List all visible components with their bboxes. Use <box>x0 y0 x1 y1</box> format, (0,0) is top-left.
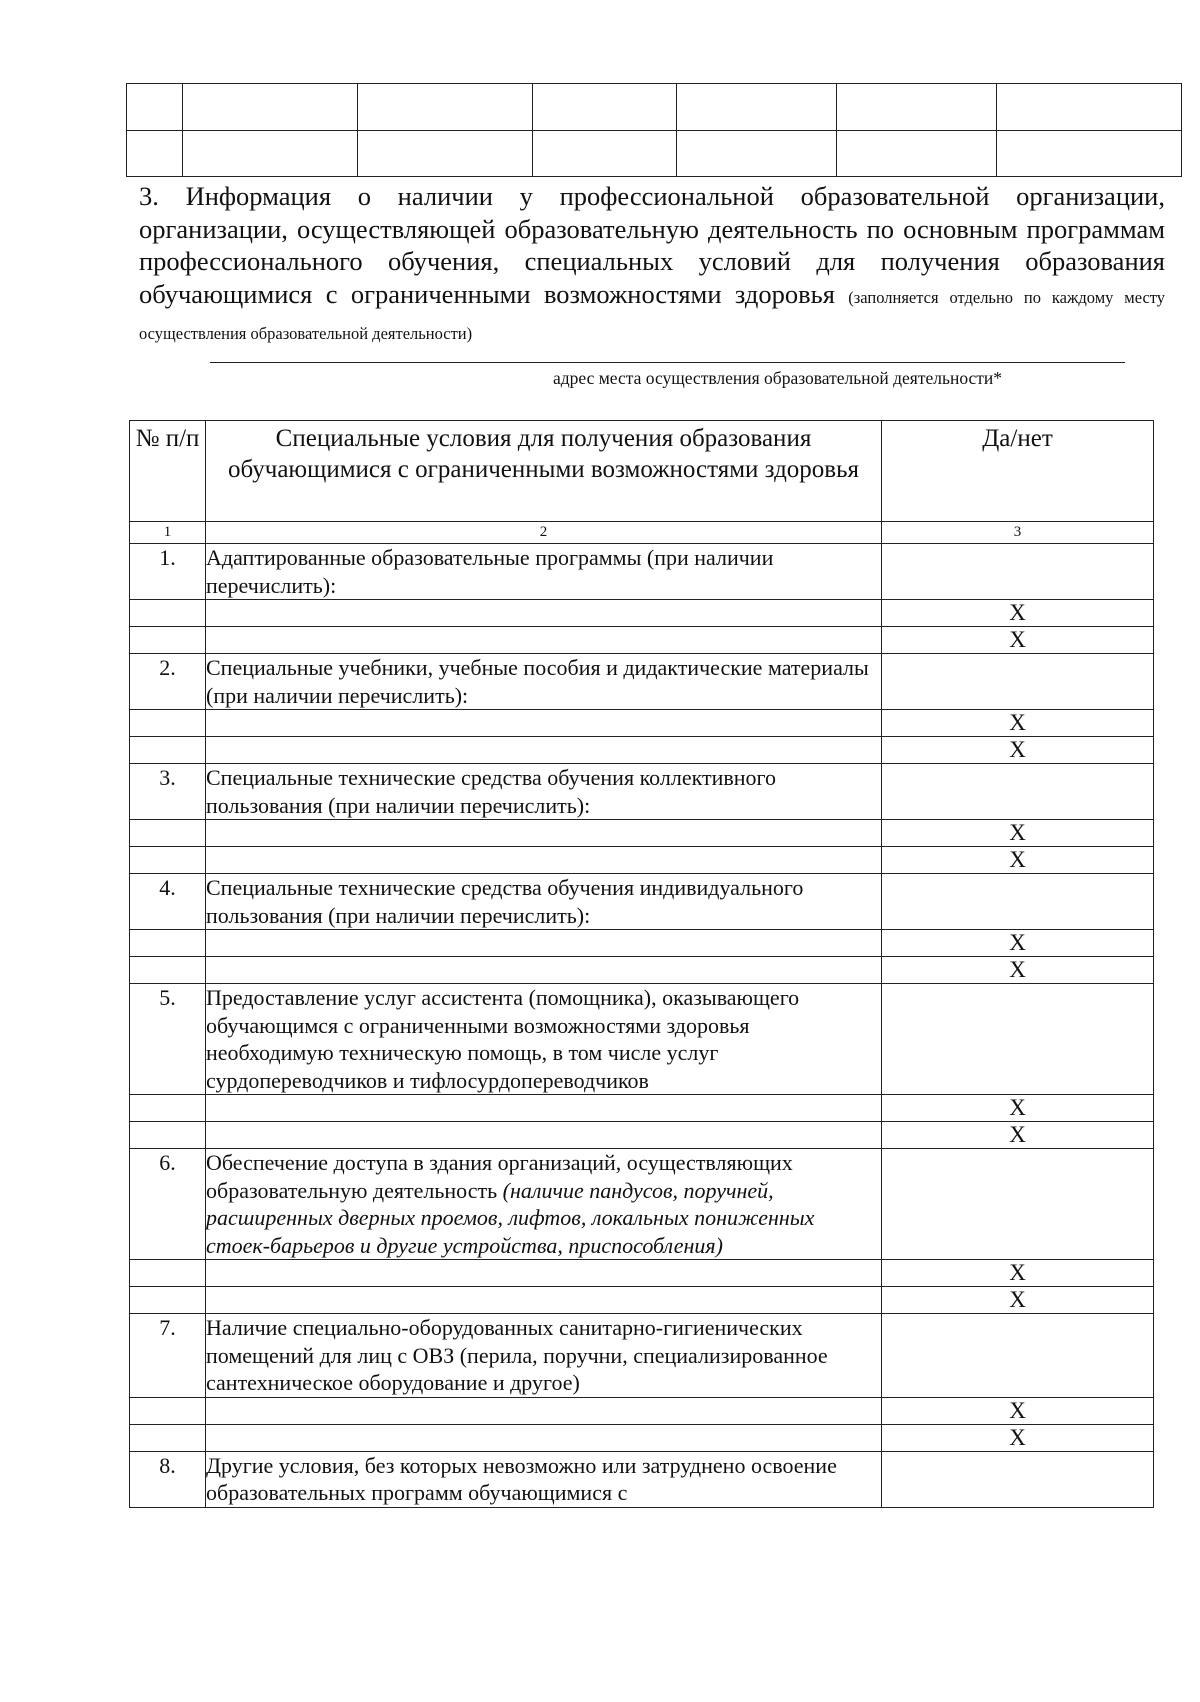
condition-text-cell <box>206 874 882 930</box>
condition-number: 5. <box>130 984 206 1095</box>
blank-entry-row <box>130 600 1154 627</box>
x-mark: X <box>882 957 1154 984</box>
blank-entry-row <box>130 1397 1154 1424</box>
blank-entry-row <box>130 820 1154 847</box>
section-heading-note: (заполняется отдельно по каждому месту осуществления образовательной деятельности) <box>139 287 1166 343</box>
blank-cell <box>130 820 206 847</box>
condition-row <box>130 1149 1154 1260</box>
condition-number: 8. <box>130 1451 206 1507</box>
x-mark: X <box>882 847 1154 874</box>
x-mark: X <box>882 820 1154 847</box>
blank-cell <box>130 930 206 957</box>
condition-value <box>882 984 1154 1095</box>
blank-entry-row <box>130 1095 1154 1122</box>
blank-cell <box>206 847 882 874</box>
top-empty-table <box>126 83 1182 177</box>
blank-cell <box>206 1397 882 1424</box>
condition-number: 4. <box>130 874 206 930</box>
x-mark: X <box>882 600 1154 627</box>
blank-cell <box>206 600 882 627</box>
x-mark: X <box>882 1260 1154 1287</box>
condition-value <box>882 764 1154 820</box>
blank-cell <box>206 627 882 654</box>
condition-text-cell <box>206 1451 882 1507</box>
condition-number: 6. <box>130 1149 206 1260</box>
condition-text: Наличие специально-оборудованных санитарно-гигиенических помещений для лиц с ОВЗ (перила, поручни, специализированное сантехническое оборудование и другое) <box>206 1315 828 1395</box>
condition-text-cell <box>206 544 882 600</box>
condition-text: Другие условия, без которых невозможно или затруднено освоение образовательных программ обучающимися с <box>206 1452 837 1505</box>
header-num: № п/п <box>130 421 206 522</box>
address-underline <box>210 362 1125 363</box>
blank-entry-row <box>130 957 1154 984</box>
condition-row <box>130 654 1154 710</box>
condition-number: 7. <box>130 1314 206 1398</box>
condition-text-cell <box>206 764 882 820</box>
empty-cell <box>183 130 358 177</box>
blank-cell <box>130 737 206 764</box>
blank-entry-row <box>130 1424 1154 1451</box>
x-mark: X <box>882 627 1154 654</box>
blank-cell <box>130 1260 206 1287</box>
empty-cell <box>533 130 677 177</box>
condition-row <box>130 1451 1154 1507</box>
condition-row <box>130 764 1154 820</box>
header-yes-no: Да/нет <box>882 421 1154 522</box>
blank-cell <box>130 600 206 627</box>
empty-cell <box>997 84 1182 131</box>
condition-value <box>882 654 1154 710</box>
blank-cell <box>206 1287 882 1314</box>
condition-value <box>882 1314 1154 1398</box>
condition-row <box>130 544 1154 600</box>
special-conditions-table <box>129 420 1154 1508</box>
condition-value <box>882 1451 1154 1507</box>
blank-cell <box>130 710 206 737</box>
empty-cell <box>997 130 1182 177</box>
blank-cell <box>206 1260 882 1287</box>
condition-text: Специальные учебники, учебные пособия и дидактические материалы (при наличии перечислить): <box>206 655 869 708</box>
x-mark: X <box>882 1287 1154 1314</box>
blank-cell <box>130 847 206 874</box>
condition-row <box>130 874 1154 930</box>
x-mark: X <box>882 737 1154 764</box>
x-mark: X <box>882 1095 1154 1122</box>
blank-cell <box>206 820 882 847</box>
blank-cell <box>206 710 882 737</box>
blank-cell <box>130 1095 206 1122</box>
empty-cell <box>677 84 837 131</box>
condition-text: Предоставление услуг ассистента (помощника), оказывающего обучающимся с ограниченными возможностями здоровья необходимую техническую помощь, в том числе услуг сурдопереводчиков и тифлосурдопереводчиков <box>206 985 800 1093</box>
blank-entry-row <box>130 627 1154 654</box>
table-row <box>127 84 1182 131</box>
empty-cell <box>183 84 358 131</box>
blank-entry-row <box>130 1260 1154 1287</box>
condition-number: 2. <box>130 654 206 710</box>
empty-cell <box>127 130 183 177</box>
empty-cell <box>358 130 533 177</box>
empty-cell <box>358 84 533 131</box>
condition-text: Специальные технические средства обучения индивидуального пользования (при наличии перечислить): <box>206 875 804 928</box>
column-number: 2 <box>206 522 882 544</box>
condition-row <box>130 1314 1154 1398</box>
column-number-row <box>130 522 1154 544</box>
section-heading-text: 3. Информация о наличии у профессиональной образовательной организации, организации, осуществляющей образовательную деятельность по основным программам профессионального обучения, специальных условий для получения образования обучающимися с ограниченными возможностями здоровья <box>139 181 1165 309</box>
condition-value <box>882 874 1154 930</box>
condition-value <box>882 544 1154 600</box>
condition-row <box>130 984 1154 1095</box>
condition-number: 1. <box>130 544 206 600</box>
x-mark: X <box>882 930 1154 957</box>
section-heading <box>139 180 1165 351</box>
blank-entry-row <box>130 1287 1154 1314</box>
blank-cell <box>130 1397 206 1424</box>
condition-text-cell <box>206 1149 882 1260</box>
blank-cell <box>130 627 206 654</box>
blank-entry-row <box>130 847 1154 874</box>
blank-cell <box>206 737 882 764</box>
condition-text: Адаптированные образовательные программы (при наличии перечислить): <box>206 545 774 598</box>
empty-cell <box>837 130 997 177</box>
empty-cell <box>127 84 183 131</box>
x-mark: X <box>882 1424 1154 1451</box>
x-mark: X <box>882 710 1154 737</box>
blank-entry-row <box>130 930 1154 957</box>
condition-number: 3. <box>130 764 206 820</box>
empty-cell <box>677 130 837 177</box>
x-mark: X <box>882 1397 1154 1424</box>
condition-value <box>882 1149 1154 1260</box>
table-row <box>127 130 1182 177</box>
x-mark: X <box>882 1122 1154 1149</box>
header-conditions: Специальные условия для получения образования обучающимися с ограниченными возможностями здоровья <box>206 421 882 522</box>
blank-cell <box>206 1095 882 1122</box>
blank-entry-row <box>130 737 1154 764</box>
condition-text: Обеспечение доступа в здания организаций, осуществляющих образовательную деятельность <box>206 1150 793 1203</box>
condition-text-cell <box>206 1314 882 1398</box>
column-number: 3 <box>882 522 1154 544</box>
condition-text-cell <box>206 984 882 1095</box>
blank-cell <box>206 957 882 984</box>
condition-text-cell <box>206 654 882 710</box>
condition-text: Специальные технические средства обучения коллективного пользования (при наличии перечислить): <box>206 765 777 818</box>
blank-cell <box>130 1122 206 1149</box>
empty-cell <box>837 84 997 131</box>
blank-entry-row <box>130 1122 1154 1149</box>
column-number: 1 <box>130 522 206 544</box>
address-caption: адрес места осуществления образовательной деятельности* <box>552 368 1003 388</box>
blank-entry-row <box>130 710 1154 737</box>
blank-cell <box>130 1287 206 1314</box>
blank-cell <box>206 930 882 957</box>
condition-text-italic: (наличие пандусов, поручней, расширенных дверных проемов, лифтов, локальных пониженных стоек-барьеров и другие устройства, приспособления) <box>206 1177 815 1258</box>
blank-cell <box>130 1424 206 1451</box>
blank-cell <box>206 1424 882 1451</box>
empty-cell <box>533 84 677 131</box>
blank-cell <box>206 1122 882 1149</box>
blank-cell <box>130 957 206 984</box>
table-header-row <box>130 421 1154 522</box>
